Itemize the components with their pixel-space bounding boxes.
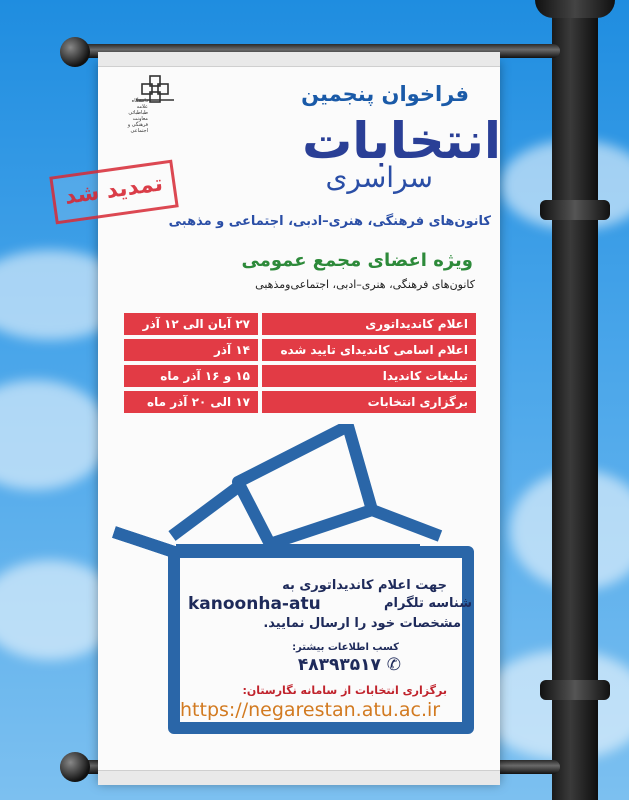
telegram-handle[interactable]: kanoonha-atu (188, 594, 321, 614)
extended-stamp: تمدید شد (49, 160, 178, 225)
pole-ring (540, 200, 610, 220)
schedule-row (124, 313, 476, 335)
schedule-row (124, 339, 476, 361)
info-line-2: شناسه تلگرام (384, 596, 472, 611)
banner-hem-top (98, 52, 500, 67)
info-line-3: مشخصات خود را ارسال نمایید. (263, 616, 461, 631)
pole-cap (535, 0, 615, 18)
schedule-date: ۱۵ و ۱۶ آذر ماه (124, 365, 258, 387)
schedule-label: اعلام کاندیداتوری (262, 313, 476, 335)
banner-hem-bottom (98, 770, 500, 785)
schedule-row (124, 391, 476, 413)
arm-knob (60, 37, 90, 67)
phone-number[interactable]: ✆ ۴۸۳۹۳۵۱۷ (297, 655, 401, 675)
pole-ring (540, 680, 610, 700)
more-info-label: کسب اطلاعات بیشتر: (292, 642, 399, 653)
negarestan-url-link[interactable]: https://negarestan.atu.ac.ir (180, 699, 441, 721)
schedule-label: اعلام اسامی کاندیدای تایید شده (262, 339, 476, 361)
info-line-1: جهت اعلام کاندیداتوری به (282, 578, 447, 593)
platform-note: برگزاری انتخابات از سامانه نگارستان: (242, 684, 447, 697)
schedule-label: برگزاری انتخابات (262, 391, 476, 413)
schedule-date: ۲۷ آبان الی ۱۲ آذر (124, 313, 258, 335)
members-subtitle: کانون‌های فرهنگی، هنری–ادبی، اجتماعی‌ومذهبی (255, 278, 475, 291)
cloud (0, 380, 110, 490)
members-title: ویژه اعضای مجمع عمومی (241, 250, 473, 271)
schedule-date: ۱۴ آذر (124, 339, 258, 361)
logo-caption: دانشگاه علامه طباطبائی معاونت فرهنگی و اجتماعی (127, 98, 148, 134)
categories-line: کانون‌های فرهنگی، هنری–ادبی، اجتماعی و مذهبی (168, 214, 491, 229)
schedule-table (124, 313, 476, 417)
sub-title: سراسری (325, 161, 433, 194)
main-title: انتخابات (302, 112, 501, 170)
schedule-label: تبلیغات کاندیدا (262, 365, 476, 387)
schedule-date: ۱۷ الی ۲۰ آذر ماه (124, 391, 258, 413)
schedule-row (124, 365, 476, 387)
arm-knob (60, 752, 90, 782)
call-title: فراخوان پنجمین (301, 82, 469, 106)
